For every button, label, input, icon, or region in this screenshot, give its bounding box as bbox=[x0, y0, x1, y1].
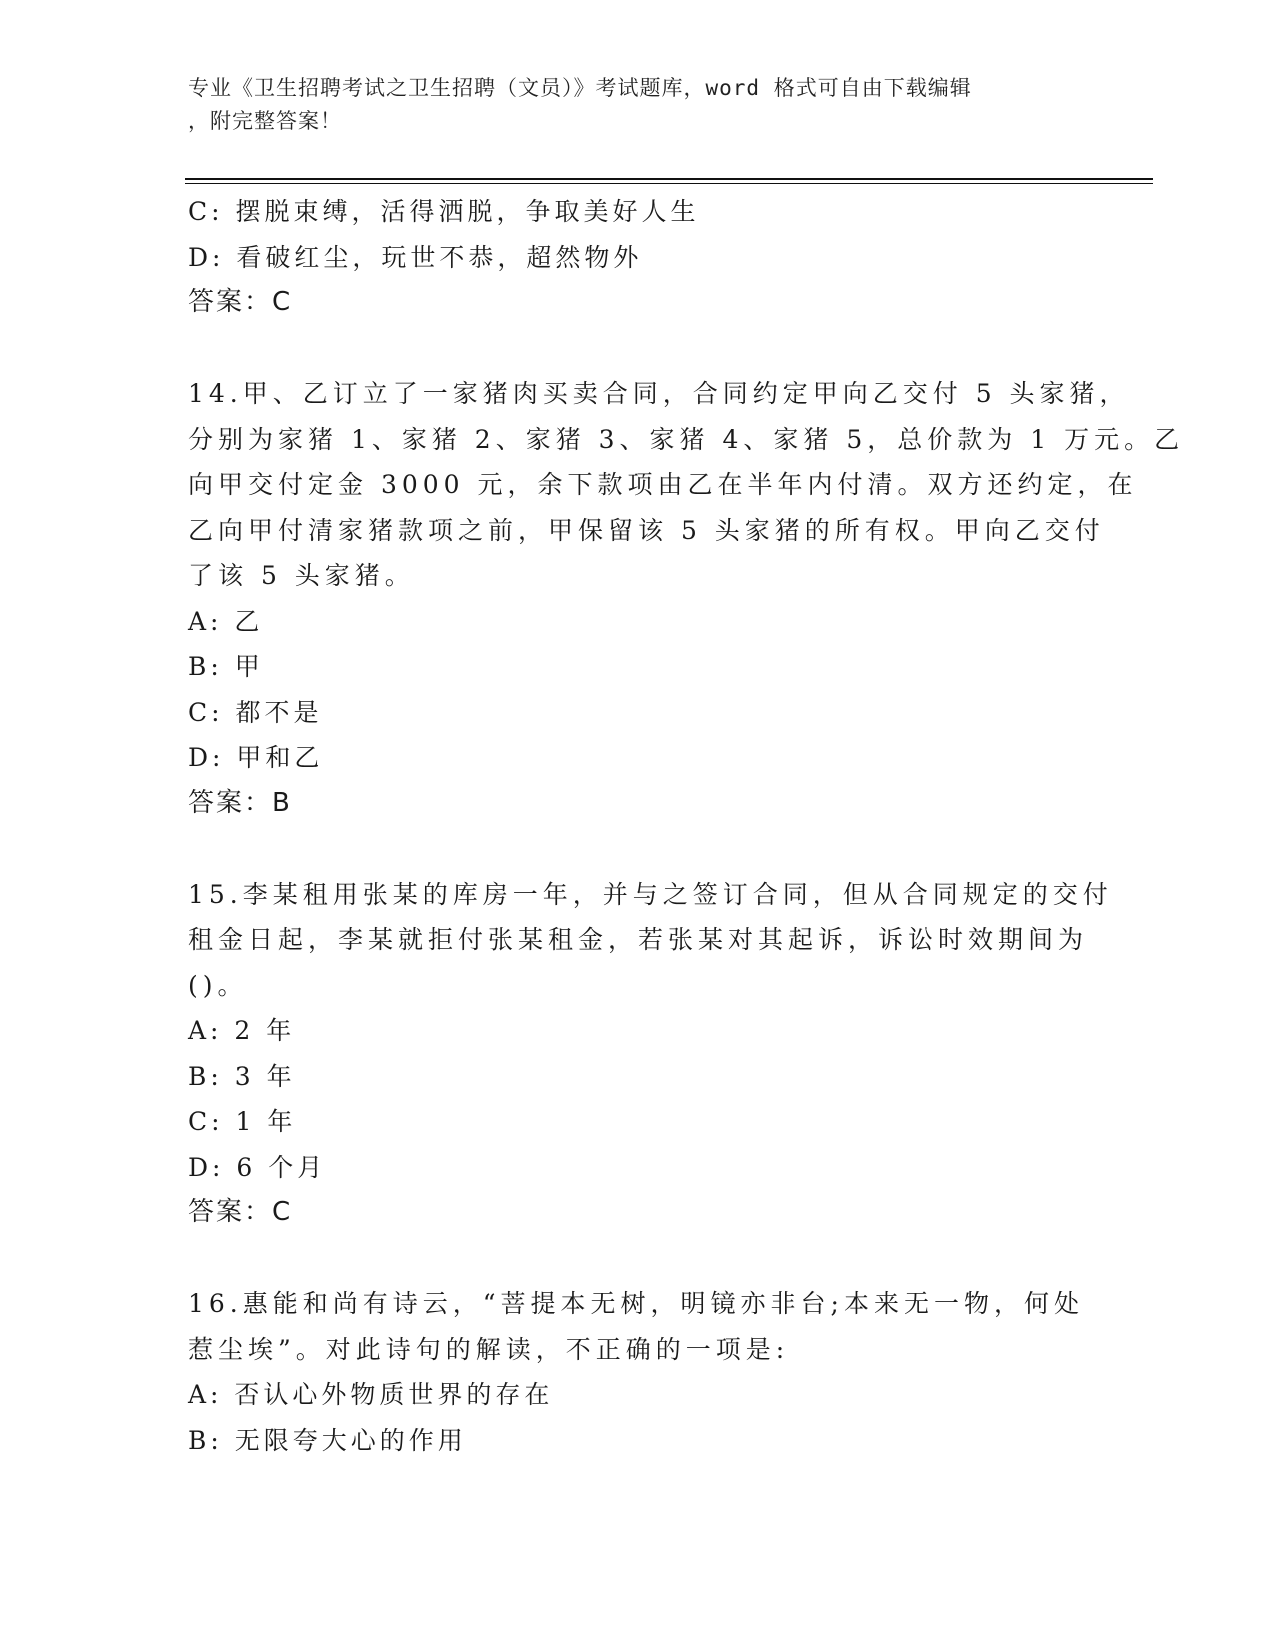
q15-stem bbox=[188, 872, 1113, 1009]
q16-stem-line: 惹尘埃”。对此诗句的解读，不正确的一项是: bbox=[188, 1334, 790, 1364]
q16-option-a: A: 否认心外物质世界的存在 bbox=[188, 1380, 554, 1409]
q14-option-a: A: 乙 bbox=[188, 606, 264, 636]
q16-stem-line: 16.惠能和尚有诗云，“菩提本无树，明镜亦非台;本来无一物，何处 bbox=[188, 1289, 1084, 1318]
header-divider-thin bbox=[185, 183, 1153, 184]
header-line-1: 专业《卫生招聘考试之卫生招聘（文员）》考试题库，word 格式可自由下载编辑 bbox=[188, 76, 972, 100]
q14-stem-line: 了该 5 头家猪。 bbox=[188, 561, 415, 590]
q14-stem-line: 乙向甲付清家猪款项之前，甲保留该 5 头家猪的所有权。甲向乙交付 bbox=[188, 515, 1105, 545]
q15-stem-line: 15.李某租用张某的库房一年，并与之签订合同，但从合同规定的交付 bbox=[188, 879, 1113, 909]
spacer bbox=[188, 326, 1088, 372]
question-14 bbox=[188, 371, 1185, 826]
q14-answer: 答案：B bbox=[188, 787, 292, 818]
q13-option-c: C: 摆脱束缚，活得洒脱，争取美好人生 bbox=[188, 197, 700, 226]
q15-option-c: C: 1 年 bbox=[188, 1107, 297, 1136]
q13-answer: 答案：C bbox=[188, 287, 293, 317]
q14-option-b: B: 甲 bbox=[188, 652, 264, 681]
q15-option-b: B: 3 年 bbox=[188, 1061, 296, 1091]
q15-option-d: D: 6 个月 bbox=[188, 1152, 327, 1182]
question-13-tail bbox=[188, 189, 1088, 326]
q13-option-d: D: 看破红尘，玩世不恭，超然物外 bbox=[188, 242, 643, 272]
q15-answer: 答案：C bbox=[188, 1197, 293, 1227]
document-header bbox=[188, 72, 1068, 138]
q14-stem-line: 分别为家猪 1、家猪 2、家猪 3、家猪 4、家猪 5，总价款为 1 万元。乙 bbox=[188, 424, 1185, 454]
q14-stem-line: 14.甲、乙订立了一家猪肉买卖合同，合同约定甲向乙交付 5 头家猪， bbox=[188, 379, 1130, 408]
q14-option-d: D: 甲和乙 bbox=[188, 743, 324, 772]
q16-stem bbox=[188, 1281, 1088, 1372]
q15-option-a: A: 2 年 bbox=[188, 1016, 296, 1045]
question-15 bbox=[188, 872, 1113, 1236]
spacer bbox=[188, 1236, 1088, 1282]
q14-stem bbox=[188, 371, 1185, 599]
q15-stem-line: ()。 bbox=[188, 970, 248, 1000]
document-body bbox=[188, 189, 1185, 1463]
q14-option-c: C: 都不是 bbox=[188, 697, 323, 727]
q14-stem-line: 向甲交付定金 3000 元，余下款项由乙在半年内付清。双方还约定，在 bbox=[188, 470, 1138, 499]
spacer bbox=[188, 826, 1088, 872]
q16-option-b: B: 无限夸大心的作用 bbox=[188, 1425, 467, 1455]
q15-stem-line: 租金日起，李某就拒付张某租金，若张某对其起诉，诉讼时效期间为 bbox=[188, 925, 1089, 954]
header-divider-thick bbox=[185, 178, 1153, 180]
question-16 bbox=[188, 1281, 1088, 1463]
header-line-2: ，附完整答案！ bbox=[188, 109, 342, 133]
